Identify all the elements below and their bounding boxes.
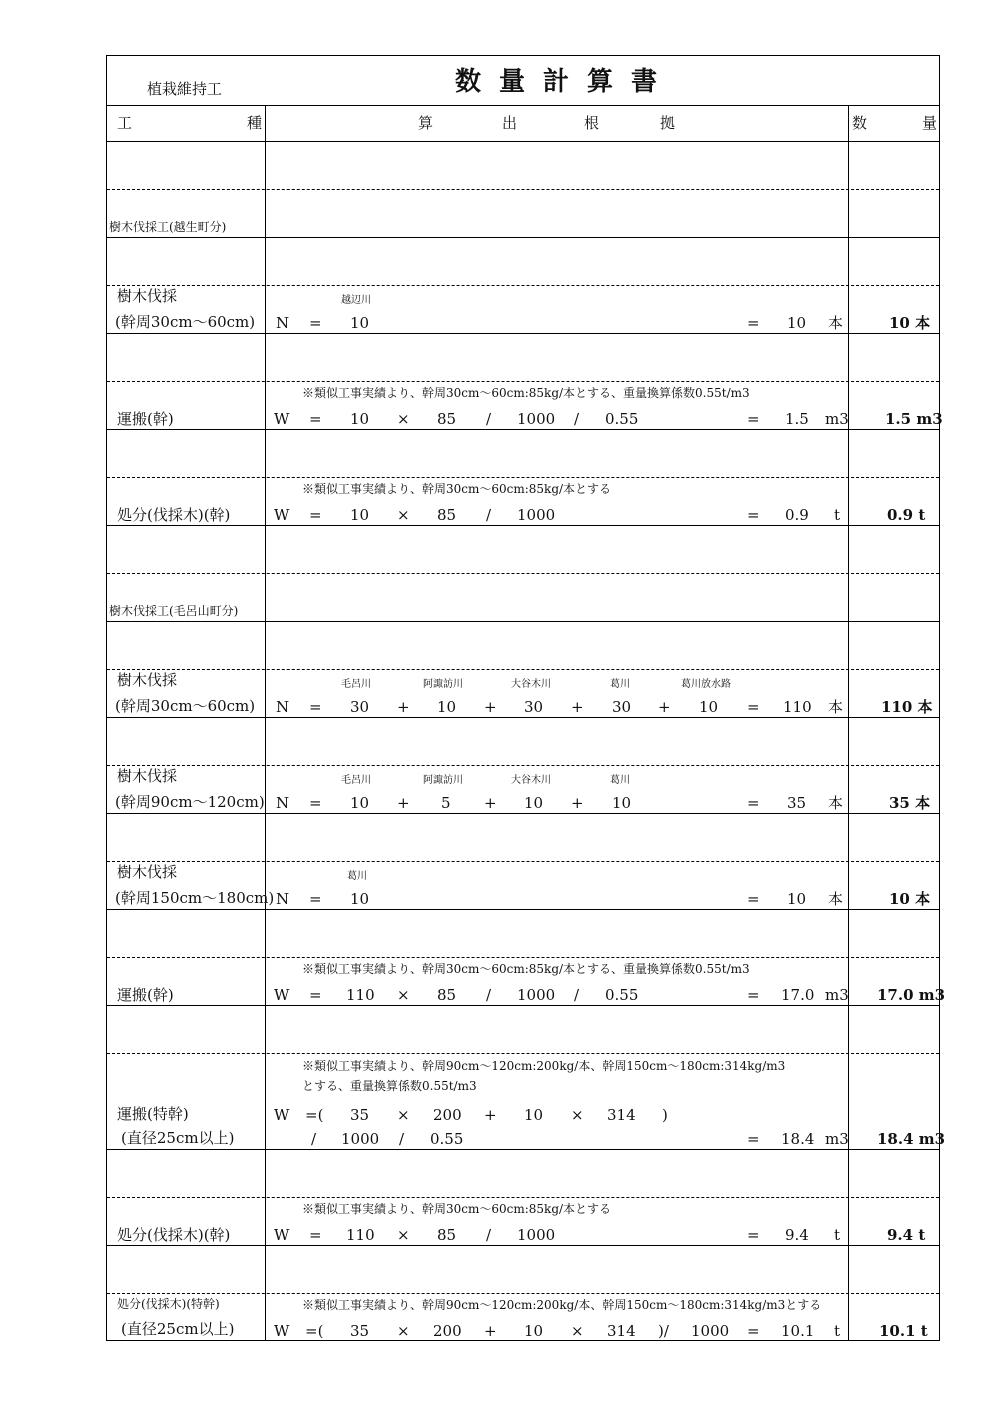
river-label: 阿諏訪川 <box>423 679 463 690</box>
river-label: 阿諏訪川 <box>423 775 463 786</box>
formula-op: / <box>486 986 492 1004</box>
formula-op: = <box>747 698 760 716</box>
formula-value: 314 <box>607 1322 636 1340</box>
quantity-value: 9.4 t <box>887 1226 926 1244</box>
note: ※類似工事実績より、幹周90cm〜120cm:200kg/本、幹周150cm〜180cm:314kg/m3 <box>302 1059 786 1073</box>
formula-op: / <box>574 410 580 428</box>
formula-var: N <box>276 890 290 908</box>
formula-result: 9.4 <box>785 1226 809 1244</box>
formula-value: 10 <box>612 794 632 812</box>
formula-result: 18.4 <box>781 1130 815 1148</box>
row-divider <box>107 237 939 238</box>
formula-var: N <box>276 314 290 332</box>
river-label: 葛川放水路 <box>681 679 731 690</box>
formula-value: 85 <box>437 986 457 1004</box>
row-divider <box>107 621 939 622</box>
formula-op: + <box>484 1106 497 1124</box>
formula-unit: 本 <box>828 794 844 812</box>
formula-op: + <box>484 794 497 812</box>
note: とする、重量換算係数0.55t/m3 <box>302 1079 477 1093</box>
formula-value: 35 <box>350 1322 370 1340</box>
row-divider <box>107 1053 939 1054</box>
river-label: 葛川 <box>610 775 630 786</box>
quantity-value: 1.5 m3 <box>885 410 943 428</box>
row-divider <box>107 813 939 814</box>
formula-op: = <box>747 890 760 908</box>
row-divider <box>107 669 939 670</box>
formula-op: = <box>747 794 760 812</box>
river-label: 葛川 <box>347 871 367 882</box>
formula-value: 314 <box>607 1106 636 1124</box>
formula-result: 10.1 <box>781 1322 815 1340</box>
row-label: 樹木伐採 <box>117 767 178 785</box>
formula-op: × <box>397 1226 410 1244</box>
formula-var: W <box>274 1106 290 1124</box>
row-divider <box>107 1197 939 1198</box>
quantity-value: 17.0 m3 <box>877 986 946 1004</box>
formula-value: 10 <box>350 314 370 332</box>
formula-value: 10 <box>350 410 370 428</box>
formula-op: = <box>309 314 322 332</box>
formula-op: = <box>747 1130 760 1148</box>
formula-unit: 本 <box>828 314 844 332</box>
row-divider <box>107 333 939 334</box>
formula-op: = <box>747 410 760 428</box>
formula-op: + <box>658 698 671 716</box>
formula-op: = <box>309 410 322 428</box>
row-divider <box>107 189 939 190</box>
row-sublabel: (幹周150cm〜180cm) <box>115 889 275 907</box>
formula-value: 0.55 <box>430 1130 464 1148</box>
quantity-value: 0.9 t <box>887 506 926 524</box>
formula-value: 10 <box>350 890 370 908</box>
formula-op: = <box>309 794 322 812</box>
river-label: 毛呂川 <box>341 679 371 690</box>
river-label: 毛呂川 <box>341 775 371 786</box>
formula-value: 1000 <box>341 1130 380 1148</box>
formula-op: = <box>747 506 760 524</box>
formula-result: 10 <box>787 890 807 908</box>
quantity-value: 18.4 m3 <box>877 1130 946 1148</box>
formula-op: = <box>747 1226 760 1244</box>
formula-var: N <box>276 698 290 716</box>
formula-value: 10 <box>524 794 544 812</box>
formula-result: 110 <box>783 698 812 716</box>
formula-value: 35 <box>350 1106 370 1124</box>
formula-value: 10 <box>524 1322 544 1340</box>
formula-op: = <box>747 986 760 1004</box>
formula-value: 85 <box>437 1226 457 1244</box>
formula-var: W <box>274 1226 290 1244</box>
formula-value: 0.55 <box>605 410 639 428</box>
calculation-sheet <box>106 55 946 1341</box>
quantity-value: 10 本 <box>889 890 931 908</box>
formula-op: × <box>571 1106 584 1124</box>
formula-op: )/ <box>658 1322 669 1340</box>
row-divider <box>107 1005 939 1006</box>
formula-op: / <box>574 986 580 1004</box>
row-label: 樹木伐採 <box>117 863 178 881</box>
formula-op: × <box>397 506 410 524</box>
row-divider <box>107 429 939 430</box>
row-sublabel: (直径25cm以上) <box>121 1320 235 1338</box>
formula-value: 30 <box>612 698 632 716</box>
col-header-basis-2: 出 <box>502 114 518 132</box>
formula-op: × <box>397 986 410 1004</box>
formula-value: 10 <box>350 794 370 812</box>
river-label: 大谷木川 <box>511 679 551 690</box>
formula-op: × <box>397 1322 410 1340</box>
row-divider <box>107 1245 939 1246</box>
formula-value: 1000 <box>691 1322 730 1340</box>
formula-op: = <box>747 1322 760 1340</box>
row-label: 樹木伐採 <box>117 671 178 689</box>
row-sublabel: (直径25cm以上) <box>121 1129 235 1147</box>
formula-var: W <box>274 986 290 1004</box>
formula-value: 10 <box>524 1106 544 1124</box>
formula-value: 1000 <box>517 410 556 428</box>
note: ※類似工事実績より、幹周30cm〜60cm:85kg/本とする、重量換算係数0.55t/m3 <box>302 962 750 976</box>
col-header-basis-1: 算 <box>418 114 434 132</box>
row-label: 運搬(幹) <box>117 410 174 428</box>
formula-op: + <box>397 794 410 812</box>
formula-op: = <box>747 314 760 332</box>
formula-unit: t <box>834 1322 841 1340</box>
col-header-basis-3: 根 <box>584 114 600 132</box>
column-header-divider <box>107 141 939 142</box>
formula-value: 30 <box>524 698 544 716</box>
formula-value: 10 <box>350 506 370 524</box>
formula-value: 1000 <box>517 986 556 1004</box>
formula-var: W <box>274 1322 290 1340</box>
row-divider <box>107 477 939 478</box>
quantity-value: 10 本 <box>889 314 931 332</box>
row-label: 運搬(幹) <box>117 986 174 1004</box>
formula-result: 17.0 <box>781 986 815 1004</box>
formula-op: / <box>486 410 492 428</box>
formula-op: =( <box>305 1322 324 1340</box>
row-label: 処分(伐採木)(幹) <box>117 1226 231 1244</box>
row-label: 処分(伐採木)(幹) <box>117 506 231 524</box>
formula-op: ) <box>662 1106 668 1124</box>
note: ※類似工事実績より、幹周90cm〜120cm:200kg/本、幹周150cm〜180cm:314kg/m3とする <box>302 1298 822 1312</box>
row-divider <box>107 909 939 910</box>
formula-var: N <box>276 794 290 812</box>
row-label: 樹木伐採 <box>117 287 178 305</box>
formula-result: 0.9 <box>785 506 809 524</box>
river-label: 越辺川 <box>341 295 371 306</box>
column-divider-qty <box>848 105 849 1341</box>
row-divider <box>107 717 939 718</box>
formula-value: 0.55 <box>605 986 639 1004</box>
formula-result: 10 <box>787 314 807 332</box>
formula-value: 1000 <box>517 506 556 524</box>
formula-value: 10 <box>699 698 719 716</box>
formula-value: 5 <box>441 794 451 812</box>
formula-value: 200 <box>433 1322 462 1340</box>
formula-value: 1000 <box>517 1226 556 1244</box>
formula-op: / <box>486 506 492 524</box>
row-divider <box>107 957 939 958</box>
formula-result: 35 <box>787 794 807 812</box>
row-label: 運搬(特幹) <box>117 1105 189 1123</box>
formula-op: / <box>399 1130 405 1148</box>
row-divider <box>107 285 939 286</box>
formula-op: + <box>484 1322 497 1340</box>
row-sublabel: (幹周30cm〜60cm) <box>115 313 256 331</box>
formula-op: × <box>397 1106 410 1124</box>
formula-op: =( <box>305 1106 324 1124</box>
col-header-kind-2: 種 <box>247 114 263 132</box>
formula-op: + <box>397 698 410 716</box>
row-label: 処分(伐採木)(特幹) <box>117 1297 220 1311</box>
formula-value: 110 <box>346 1226 375 1244</box>
formula-op: × <box>397 410 410 428</box>
row-divider <box>107 861 939 862</box>
row-divider <box>107 1149 939 1150</box>
quantity-value: 10.1 t <box>879 1322 928 1340</box>
category-label: 植栽維持工 <box>147 80 223 98</box>
formula-op: + <box>571 698 584 716</box>
col-header-basis-4: 拠 <box>660 114 676 132</box>
formula-op: × <box>571 1322 584 1340</box>
formula-unit: 本 <box>828 698 844 716</box>
formula-value: 110 <box>346 986 375 1004</box>
formula-op: / <box>311 1130 317 1148</box>
formula-unit: m3 <box>825 1130 849 1148</box>
river-label: 葛川 <box>610 679 630 690</box>
formula-op: / <box>486 1226 492 1244</box>
row-divider <box>107 1293 939 1294</box>
formula-op: = <box>309 890 322 908</box>
formula-value: 10 <box>437 698 457 716</box>
row-sublabel: (幹周30cm〜60cm) <box>115 697 256 715</box>
formula-op: = <box>309 698 322 716</box>
row-divider <box>107 381 939 382</box>
quantity-value: 110 本 <box>881 698 933 716</box>
note: ※類似工事実績より、幹周30cm〜60cm:85kg/本とする <box>302 482 612 496</box>
section-title: 樹木伐採工(越生町分) <box>109 220 227 234</box>
formula-var: W <box>274 506 290 524</box>
formula-result: 1.5 <box>785 410 809 428</box>
formula-op: = <box>309 506 322 524</box>
note: ※類似工事実績より、幹周30cm〜60cm:85kg/本とする、重量換算係数0.55t/m3 <box>302 386 750 400</box>
formula-var: W <box>274 410 290 428</box>
row-divider <box>107 765 939 766</box>
quantity-value: 35 本 <box>889 794 931 812</box>
formula-unit: 本 <box>828 890 844 908</box>
col-header-qty-1: 数 <box>852 114 868 132</box>
row-sublabel: (幹周90cm〜120cm) <box>115 793 265 811</box>
column-divider-kind <box>265 105 266 1341</box>
formula-op: + <box>484 698 497 716</box>
col-header-qty-2: 量 <box>922 114 938 132</box>
formula-value: 200 <box>433 1106 462 1124</box>
row-divider <box>107 573 939 574</box>
page-title: 数量計算書 <box>455 67 676 97</box>
formula-unit: m3 <box>825 986 849 1004</box>
formula-op: = <box>309 986 322 1004</box>
formula-value: 85 <box>437 410 457 428</box>
header-divider <box>107 105 939 106</box>
formula-unit: t <box>834 506 841 524</box>
formula-op: = <box>309 1226 322 1244</box>
river-label: 大谷木川 <box>511 775 551 786</box>
note: ※類似工事実績より、幹周30cm〜60cm:85kg/本とする <box>302 1202 612 1216</box>
section-title: 樹木伐採工(毛呂山町分) <box>109 604 239 618</box>
formula-value: 30 <box>350 698 370 716</box>
formula-op: + <box>571 794 584 812</box>
formula-value: 85 <box>437 506 457 524</box>
col-header-kind-1: 工 <box>117 114 133 132</box>
formula-unit: t <box>834 1226 841 1244</box>
row-divider <box>107 525 939 526</box>
formula-unit: m3 <box>825 410 849 428</box>
